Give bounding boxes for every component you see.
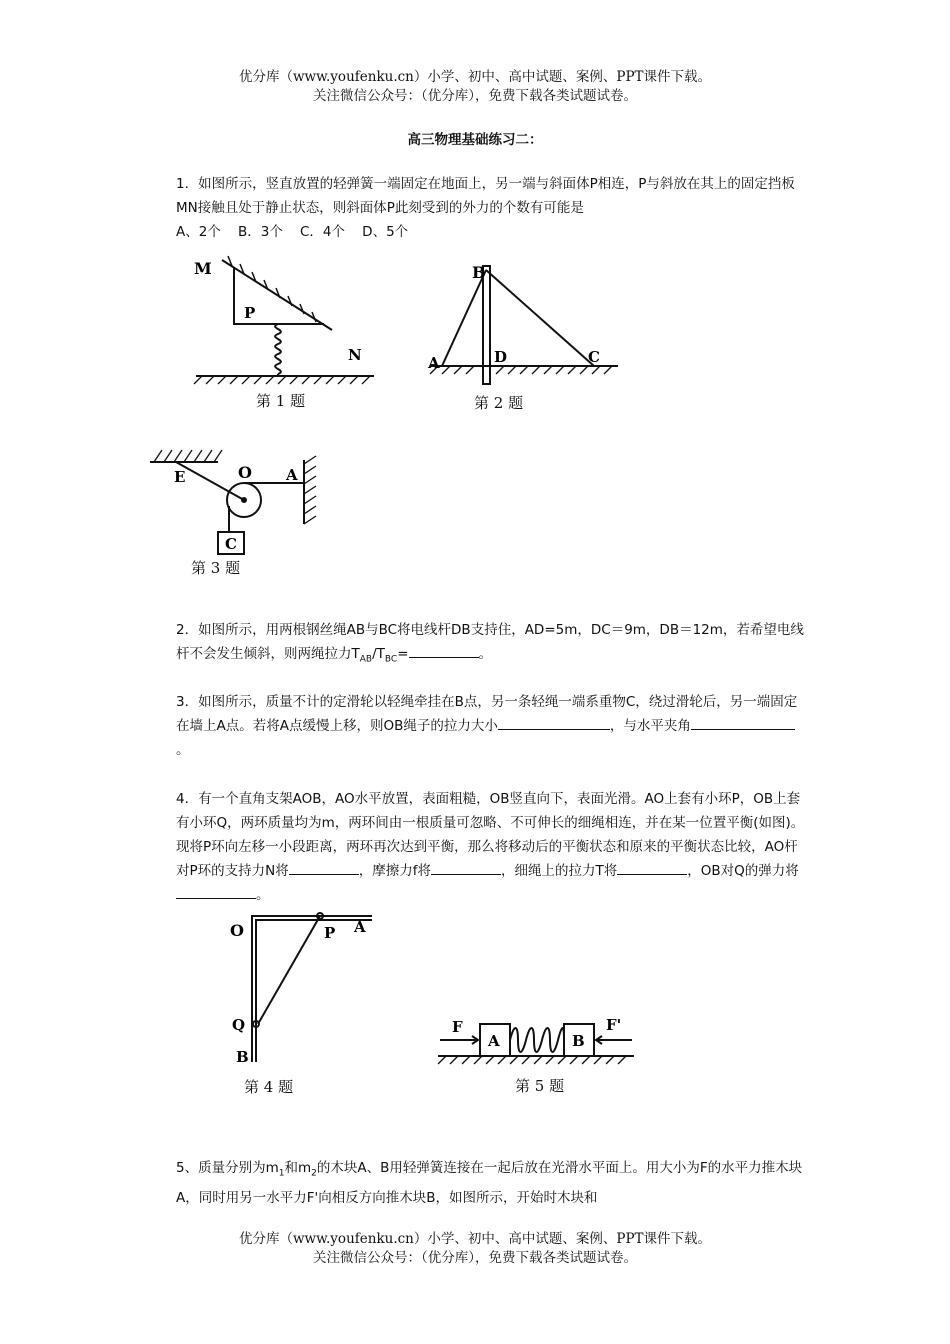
footer-line-2: 关注微信公众号：（优分库），免费下载各类试题试卷。 (313, 1250, 637, 1266)
question-5-sub-1: 1 (278, 1168, 285, 1179)
question-4-text: 4．有一个直角支架AOB，AO水平放置，表面粗糙，OB竖直向下，表面光滑。AO上套有小环P，OB上套有小环Q，两环质量均为m，两环间由一根质量可忽略、不可伸长的细绳相连，并在某一位置平衡(如图)。现将P环向左移一小段距离，两环再次达到平衡，那么将移动后的平衡状态和原来的平衡状态比较，AO杆对P环的支持力N将 (176, 791, 805, 879)
fig3-label-e: E (174, 468, 186, 486)
figure-5 (434, 1010, 639, 1066)
figure-5-caption: 第 5 题 (515, 1077, 565, 1095)
question-4-end: 。 (256, 887, 270, 903)
question-5 (146, 1156, 806, 1210)
question-2-text: 2．如图所示，用两根钢丝绳AB与BC将电线杆DB支持住，AD=5m，DC＝9m，DB＝12m，若希望电线杆不会发生倾斜，则两绳拉力T (176, 622, 804, 662)
fig4-label-p: P (324, 924, 336, 942)
question-2-sub-ab: AB (359, 654, 373, 665)
question-5-text-2: 和m (284, 1160, 312, 1176)
footer-line-1: 优分库（www.youfenku.cn）小学、初中、高中试题、案例、PPT课件下载。 (238, 1231, 712, 1247)
fig3-label-o: O (238, 463, 252, 482)
page-title: 高三物理基础练习二： (407, 132, 543, 148)
figure-3-caption: 第 3 题 (191, 559, 241, 577)
answer-blank[interactable] (409, 642, 479, 658)
fig2-label-b: B (472, 263, 486, 282)
figure-4-caption: 第 4 题 (244, 1078, 294, 1096)
fig1-label-m: M (194, 259, 212, 278)
question-1-text: 1．如图所示，竖直放置的轻弹簧一端固定在地面上，另一端与斜面体P相连，P与斜放在其上的固定挡板MN接触且处于静止状态，则斜面体P此刻受到的外力的个数有可能是 (176, 176, 795, 216)
fig5-label-f-prime: F' (606, 1016, 622, 1034)
question-4-p3: ，细绳上的拉力T将 (501, 863, 618, 879)
fig4-label-a: A (354, 918, 366, 936)
figure-4 (226, 908, 386, 1068)
fig5-label-f: F (452, 1018, 463, 1036)
fig5-label-a: A (488, 1032, 500, 1050)
fig4-label-q: Q (232, 1016, 246, 1034)
fig2-label-d: D (494, 348, 508, 366)
fig2-label-a: A (428, 354, 440, 372)
question-2 (146, 618, 806, 672)
question-3-text: 3．如图所示，质量不计的定滑轮以轻绳牵挂在B点，另一条轻绳一端系重物C，绕过滑轮后，另一端固定在墙上A点。若将A点缓慢上移，则OB绳子的拉力大小 (176, 694, 798, 734)
question-3 (146, 690, 806, 762)
question-2-slash: /T (372, 646, 385, 662)
answer-blank[interactable] (691, 714, 795, 730)
question-3-end: 。 (176, 742, 190, 758)
fig1-label-n: N (348, 346, 362, 364)
question-2-end: 。 (478, 646, 493, 662)
question-5-sub-2: 2 (311, 1168, 317, 1179)
question-1 (146, 172, 806, 244)
question-4-p4: ，OB对Q的弹力将 (687, 863, 799, 879)
figure-3 (146, 442, 336, 562)
answer-blank[interactable] (431, 859, 501, 875)
figure-2-caption: 第 2 题 (474, 394, 524, 412)
question-4 (146, 787, 806, 907)
answer-blank[interactable] (289, 859, 359, 875)
figure-2 (424, 258, 624, 388)
fig3-label-c: C (225, 535, 237, 553)
fig4-label-b: B (236, 1048, 249, 1066)
fig5-label-b: B (572, 1032, 585, 1050)
question-5-text: 5、质量分别为m (176, 1160, 279, 1176)
header-line-2: 关注微信公众号：（优分库），免费下载各类试题试卷。 (313, 88, 637, 104)
question-2-eq: = (397, 646, 409, 662)
fig4-label-o: O (230, 921, 244, 940)
fig2-label-c: C (588, 348, 600, 366)
question-3-mid: ，与水平夹角 (609, 718, 691, 734)
question-5-text-3: 的木块A、B用轻弹簧连接在一起后放在光滑水平面上。用大小为F的水平力推木块A，同时用另一水平力F'向相反方向推木块B，如图所示，开始时木块和 (176, 1160, 803, 1206)
question-2-sub-bc: BC (384, 654, 398, 665)
header-line-1: 优分库（www.youfenku.cn）小学、初中、高中试题、案例、PPT课件下载。 (238, 69, 712, 85)
answer-blank[interactable] (498, 714, 610, 730)
fig1-label-p: P (244, 304, 256, 322)
question-1-options: A、2个 B．3个 C．4个 D、5个 (176, 224, 409, 240)
question-4-p2: ，摩擦力f将 (358, 863, 432, 879)
figure-1 (188, 252, 388, 392)
figure-1-caption: 第 1 题 (256, 392, 306, 410)
answer-blank[interactable] (176, 883, 256, 899)
fig3-label-a: A (286, 466, 298, 484)
answer-blank[interactable] (617, 859, 687, 875)
